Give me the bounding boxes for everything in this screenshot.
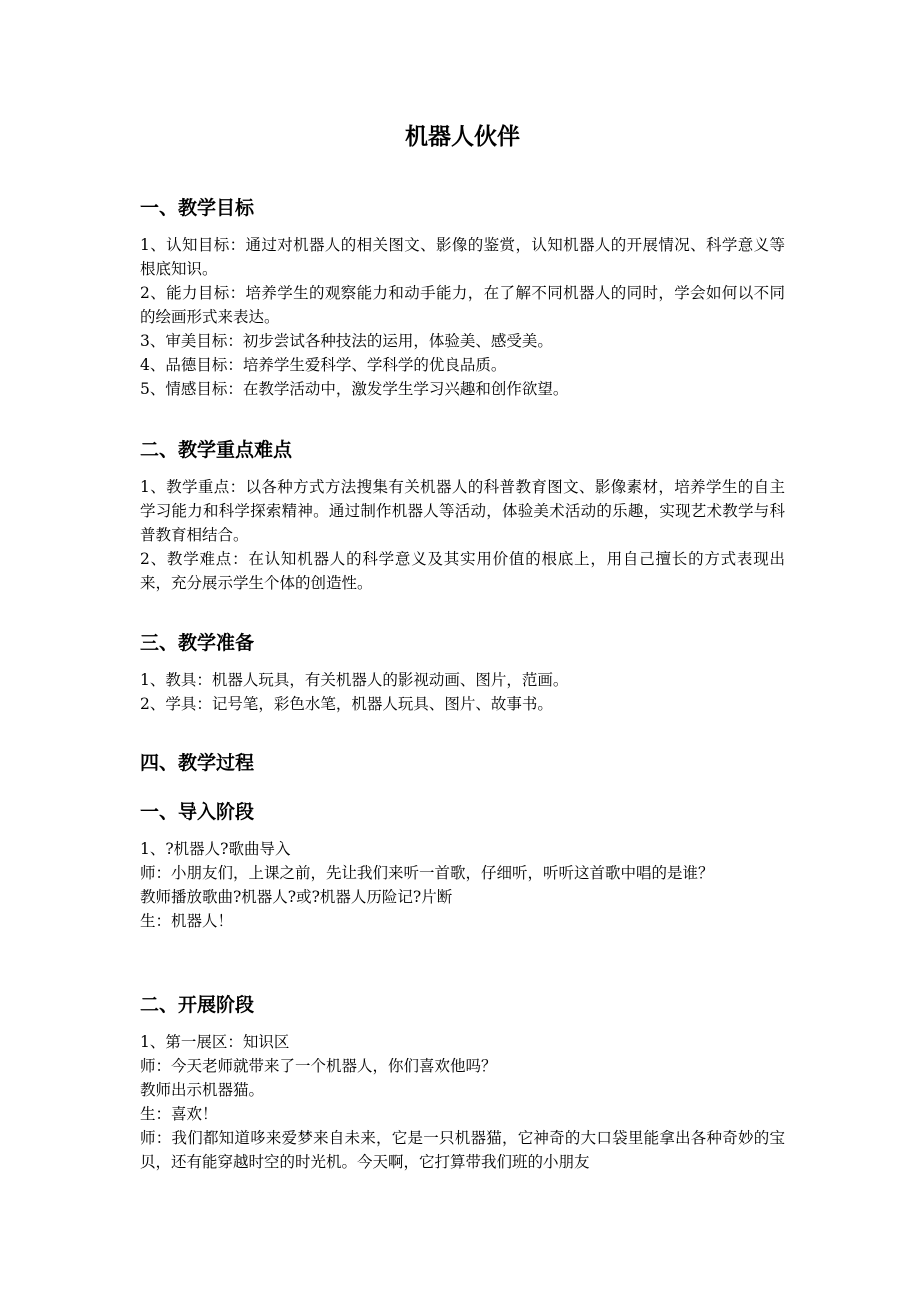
section-key-points — [140, 435, 785, 595]
paragraph: 师：我们都知道哆来爱梦来自未来，它是一只机器猫，它神奇的大口袋里能拿出各种奇妙的宝贝，还有能穿越时空的时光机。今天啊，它打算带我们班的小朋友 — [140, 1129, 785, 1171]
section-teaching-process — [140, 748, 785, 788]
paragraph: 2、能力目标：培养学生的观察能力和动手能力，在了解不同机器人的同时，学会如何以不同的绘画形式来表达。 — [140, 284, 785, 326]
section-teaching-goals — [140, 193, 785, 401]
section-heading: 三、教学准备 — [140, 632, 255, 654]
paragraph: 1、认知目标：通过对机器人的相关图文、影像的鉴赏，认知机器人的开展情况、科学意义等根底知识。 — [140, 236, 785, 278]
section-heading: 四、教学过程 — [140, 752, 255, 774]
section-heading: 一、教学目标 — [140, 197, 255, 219]
paragraph: 生：喜欢！ — [140, 1105, 218, 1123]
section-heading: 二、教学重点难点 — [140, 439, 293, 461]
paragraph: 1、教学重点：以各种方式方法搜集有关机器人的科普教育图文、影像素材，培养学生的自主学习能力和科学探索精神。通过制作机器人等活动，体验美术活动的乐趣，实现艺术教学与科普教育相结合。 — [140, 478, 785, 544]
document-title: 机器人伙伴 — [405, 124, 520, 150]
paragraph: 1、教具：机器人玩具，有关机器人的影视动画、图片，范画。 — [140, 671, 569, 689]
paragraph: 生：机器人！ — [140, 912, 234, 930]
section-development-stage — [140, 990, 785, 1174]
paragraph: 4、品德目标：培养学生爱科学、学科学的优良品质。 — [140, 356, 507, 374]
paragraph: 2、学具：记号笔，彩色水笔，机器人玩具、图片、故事书。 — [140, 695, 553, 713]
paragraph: 3、审美目标：初步尝试各种技法的运用，体验美、感受美。 — [140, 332, 553, 350]
paragraph: 师：今天老师就带来了一个机器人，你们喜欢他吗？ — [140, 1057, 497, 1075]
section-heading: 二、开展阶段 — [140, 994, 255, 1016]
section-heading: 一、导入阶段 — [140, 801, 255, 823]
paragraph: 师：小朋友们，上课之前，先让我们来听一首歌，仔细听，听听这首歌中唱的是谁？ — [140, 864, 714, 882]
paragraph: 1、第一展区：知识区 — [140, 1033, 290, 1051]
paragraph: 5、情感目标：在教学活动中，激发学生学习兴趣和创作欲望。 — [140, 380, 569, 398]
paragraph: 教师出示机器猫。 — [140, 1081, 265, 1099]
paragraph: 教师播放歌曲?机器人?或?机器人历险记?片断 — [140, 888, 453, 906]
section-preparation — [140, 628, 785, 716]
paragraph: 1、?机器人?歌曲导入 — [140, 840, 291, 858]
section-intro-stage — [140, 797, 785, 933]
paragraph: 2、教学难点：在认知机器人的科学意义及其实用价值的根底上，用自己擅长的方式表现出来，充分展示学生个体的创造性。 — [140, 550, 785, 592]
